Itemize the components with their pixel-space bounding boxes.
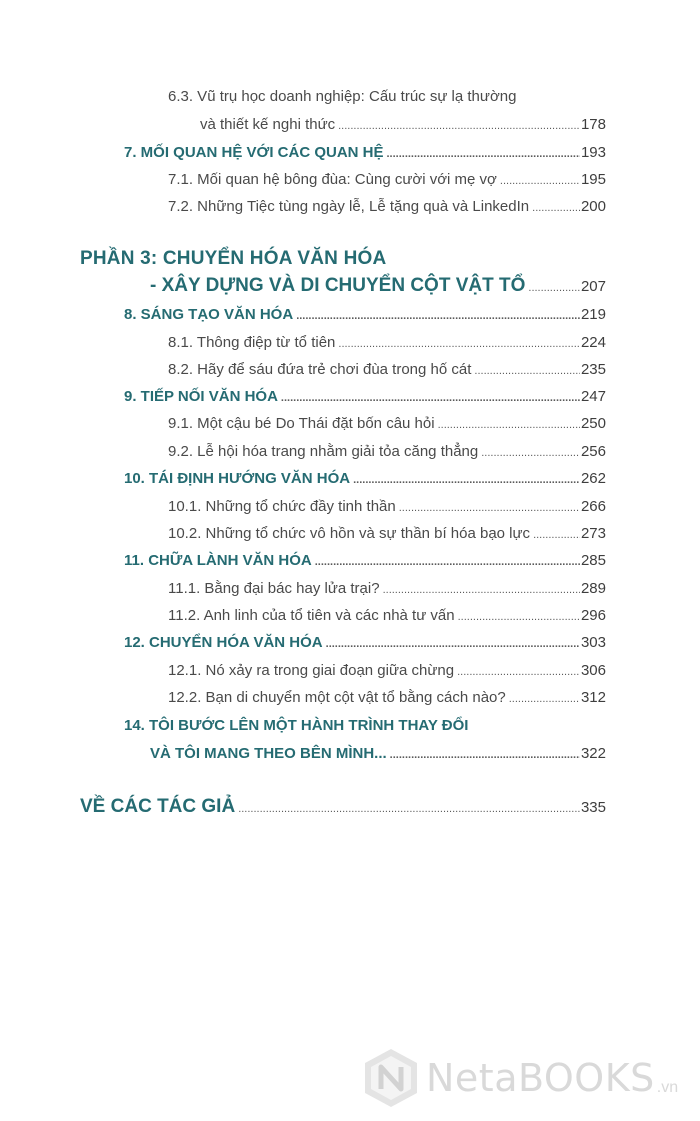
toc-chapter-10[interactable]	[124, 469, 606, 490]
toc-chapter-label: 12. CHUYỂN HÓA VĂN HÓA	[124, 634, 323, 651]
toc-entry-11-2[interactable]	[168, 606, 606, 627]
toc-chapter-14-line1: 14. TÔI BƯỚC LÊN MỘT HÀNH TRÌNH THAY ĐỔI	[124, 717, 469, 734]
toc-entry-7-2[interactable]	[168, 197, 606, 218]
toc-entry-label: 12.1. Nó xảy ra trong giai đoạn giữa chừng	[168, 662, 455, 679]
about-authors-label: VỀ CÁC TÁC GIẢ	[80, 796, 236, 817]
page-number: 178	[580, 116, 606, 133]
leader-dots	[390, 745, 580, 765]
toc-entry-label: 11.1. Bằng đại bác hay lửa trại?	[168, 580, 380, 597]
page-number: 219	[580, 306, 606, 323]
page-number: 335	[580, 799, 606, 816]
toc-entry-label: 9.1. Một cậu bé Do Thái đặt bốn câu hỏi	[168, 415, 435, 432]
leader-dots	[326, 634, 580, 654]
toc-entry-6-3-line1: 6.3. Vũ trụ học doanh nghiệp: Cấu trúc sự lạ thường	[168, 88, 517, 105]
page-number: 312	[580, 689, 606, 706]
page-number: 224	[580, 334, 606, 351]
leader-dots	[238, 799, 580, 819]
page-number: 296	[580, 607, 606, 624]
leader-dots	[353, 470, 580, 490]
toc-entry-label: 12.2. Bạn di chuyển một cột vật tổ bằng cách nào?	[168, 689, 506, 706]
leader-dots	[528, 278, 580, 298]
leader-dots	[383, 580, 580, 600]
toc-part-3[interactable]	[150, 276, 606, 298]
toc-entry-12-2[interactable]	[168, 688, 606, 709]
leader-dots	[438, 415, 580, 435]
leader-dots	[399, 498, 580, 518]
toc-chapter-label: 8. SÁNG TẠO VĂN HÓA	[124, 306, 294, 323]
toc-about-authors[interactable]	[80, 797, 606, 819]
toc-chapter-label: 9. TIẾP NỐI VĂN HÓA	[124, 388, 278, 405]
leader-dots	[474, 361, 580, 381]
toc-entry-8-2[interactable]	[168, 360, 606, 381]
watermark-suffix: .vn	[656, 1079, 679, 1096]
page-number: 289	[580, 580, 606, 597]
page-number: 235	[580, 361, 606, 378]
leader-dots	[315, 552, 580, 572]
leader-dots	[386, 144, 579, 164]
toc-chapter-label: VÀ TÔI MANG THEO BÊN MÌNH...	[150, 745, 387, 762]
page-number: 322	[580, 745, 606, 762]
toc-entry-7-1[interactable]	[168, 170, 606, 191]
page-number: 285	[580, 552, 606, 569]
page-number: 262	[580, 470, 606, 487]
leader-dots	[338, 116, 580, 136]
toc-entry-label: 8.1. Thông điệp từ tổ tiên	[168, 334, 336, 351]
toc-chapter-12[interactable]	[124, 633, 606, 654]
page-number: 306	[580, 662, 606, 679]
leader-dots	[500, 171, 580, 191]
toc-chapter-label: 10. TÁI ĐỊNH HƯỚNG VĂN HÓA	[124, 470, 351, 487]
toc-chapter-7[interactable]	[124, 143, 606, 164]
toc-entry-9-1[interactable]	[168, 414, 606, 435]
toc-entry-6-3[interactable]	[200, 115, 606, 136]
leader-dots	[458, 607, 580, 627]
toc-entry-label: 7.2. Những Tiệc tùng ngày lễ, Lễ tặng quà và LinkedIn	[168, 198, 530, 215]
leader-dots	[296, 306, 580, 326]
leader-dots	[338, 334, 580, 354]
toc-chapter-8[interactable]	[124, 305, 606, 326]
toc-chapter-11[interactable]	[124, 551, 606, 572]
toc-entry-label: 8.2. Hãy để sáu đứa trẻ chơi đùa trong hố cát	[168, 361, 472, 378]
page-number: 193	[580, 144, 606, 161]
netabooks-watermark	[362, 1045, 692, 1111]
page-number: 303	[580, 634, 606, 651]
page-number: 247	[580, 388, 606, 405]
page-number: 273	[580, 525, 606, 542]
toc-entry-label: và thiết kế nghi thức	[200, 116, 336, 133]
toc-entry-label: 10.1. Những tổ chức đầy tinh thần	[168, 498, 396, 515]
toc-entry-label: 7.1. Mối quan hệ bông đùa: Cùng cười với mẹ vợ	[168, 171, 497, 188]
leader-dots	[533, 525, 580, 545]
leader-dots	[281, 388, 580, 408]
toc-entry-8-1[interactable]	[168, 333, 606, 354]
leader-dots	[481, 443, 580, 463]
page-number: 207	[580, 278, 606, 295]
page-number: 256	[580, 443, 606, 460]
page-number: 266	[580, 498, 606, 515]
toc-chapter-9[interactable]	[124, 387, 606, 408]
page-number: 195	[580, 171, 606, 188]
toc-entry-10-1[interactable]	[168, 497, 606, 518]
watermark-brand: NetaBOOKS	[426, 1056, 655, 1100]
part-3-subtitle: - XÂY DỰNG VÀ DI CHUYỂN CỘT VẬT TỔ	[150, 275, 526, 296]
toc-entry-label: 11.2. Anh linh của tổ tiên và các nhà tư vấn	[168, 607, 455, 624]
toc-entry-9-2[interactable]	[168, 442, 606, 463]
page-number: 200	[580, 198, 606, 215]
leader-dots	[509, 689, 580, 709]
toc-chapter-label: 7. MỐI QUAN HỆ VỚI CÁC QUAN HỆ	[124, 144, 384, 161]
leader-dots	[457, 662, 580, 682]
part-3-title: PHẦN 3: CHUYỂN HÓA VĂN HÓA	[80, 248, 387, 269]
toc-entry-label: 9.2. Lễ hội hóa trang nhằm giải tỏa căng thẳng	[168, 443, 479, 460]
toc-entry-label: 10.2. Những tổ chức vô hồn và sự thần bí hóa bạo lực	[168, 525, 531, 542]
toc-chapter-label: 11. CHỮA LÀNH VĂN HÓA	[124, 552, 312, 569]
leader-dots	[532, 198, 580, 218]
n-hexagon-logo-icon	[362, 1047, 420, 1109]
page-number: 250	[580, 415, 606, 432]
toc-chapter-14[interactable]	[150, 744, 606, 765]
toc-entry-11-1[interactable]	[168, 579, 606, 600]
toc-entry-10-2[interactable]	[168, 524, 606, 545]
toc-entry-12-1[interactable]	[168, 661, 606, 682]
